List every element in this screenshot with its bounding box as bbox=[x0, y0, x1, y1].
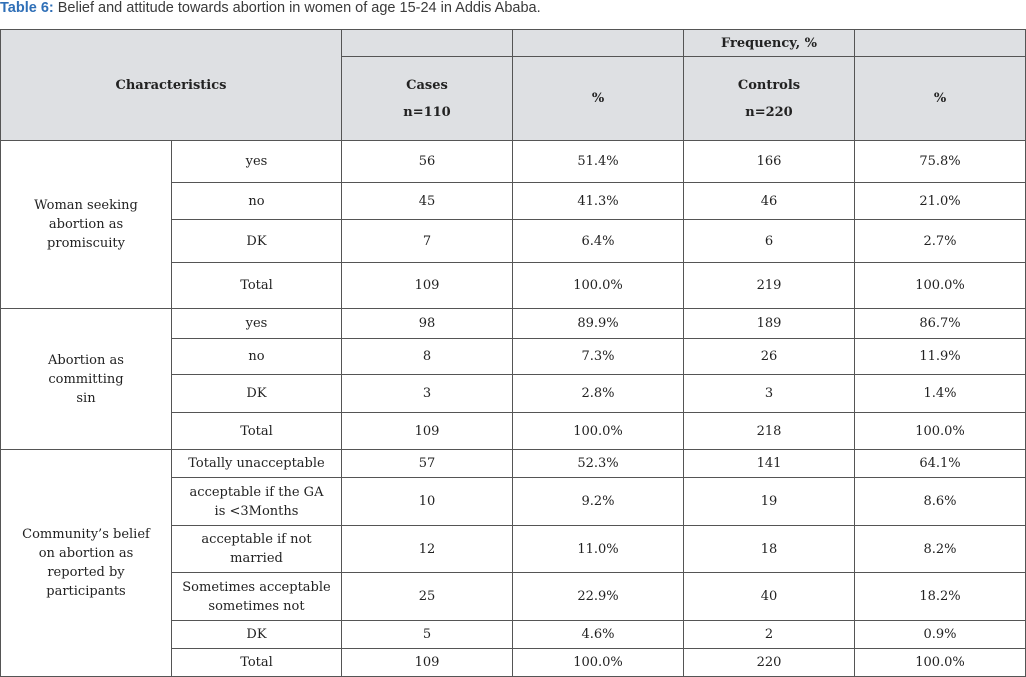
controls-value: 166 bbox=[684, 141, 855, 183]
table-row bbox=[1, 141, 1026, 183]
row-label: acceptable if not married bbox=[172, 526, 342, 573]
header-row-top bbox=[1, 30, 1026, 57]
caption-text: Belief and attitude towards abortion in women of age 15-24 in Addis Ababa. bbox=[53, 0, 541, 16]
cases-value: 5 bbox=[342, 621, 513, 649]
row-label: Totally unacceptable bbox=[172, 450, 342, 478]
cases-pct-value: 9.2% bbox=[513, 478, 684, 526]
cases-value: 56 bbox=[342, 141, 513, 183]
controls-pct-value: 1.4% bbox=[855, 375, 1026, 413]
row-label: yes bbox=[172, 141, 342, 183]
controls-pct-value: 8.6% bbox=[855, 478, 1026, 526]
cases-value: 25 bbox=[342, 573, 513, 621]
cases-pct-value: 41.3% bbox=[513, 183, 684, 220]
controls-header bbox=[684, 57, 855, 141]
cases-value: 109 bbox=[342, 649, 513, 677]
cases-pct-value: 11.0% bbox=[513, 526, 684, 573]
cases-pct-value: 2.8% bbox=[513, 375, 684, 413]
controls-value: 2 bbox=[684, 621, 855, 649]
characteristics-header: Characteristics bbox=[1, 30, 342, 141]
cases-value: 109 bbox=[342, 413, 513, 450]
cases-pct-value: 7.3% bbox=[513, 339, 684, 375]
controls-pct-value: 18.2% bbox=[855, 573, 1026, 621]
cases-pct-value: 100.0% bbox=[513, 413, 684, 450]
row-label: no bbox=[172, 339, 342, 375]
controls-pct-value: 100.0% bbox=[855, 263, 1026, 309]
controls-label: Controls bbox=[737, 77, 801, 93]
cases-value: 98 bbox=[342, 309, 513, 339]
controls-pct-header: % bbox=[855, 57, 1026, 141]
controls-value: 220 bbox=[684, 649, 855, 677]
cases-value: 12 bbox=[342, 526, 513, 573]
cases-pct-value: 22.9% bbox=[513, 573, 684, 621]
cases-pct-value: 100.0% bbox=[513, 649, 684, 677]
group-title: Woman seeking abortion as promiscuity bbox=[1, 141, 172, 309]
controls-pct-value: 11.9% bbox=[855, 339, 1026, 375]
belief-table bbox=[0, 29, 1026, 677]
cases-pct-value: 89.9% bbox=[513, 309, 684, 339]
controls-value: 19 bbox=[684, 478, 855, 526]
row-label: DK bbox=[172, 375, 342, 413]
cases-header bbox=[342, 57, 513, 141]
row-label: Total bbox=[172, 413, 342, 450]
controls-pct-value: 0.9% bbox=[855, 621, 1026, 649]
row-label: yes bbox=[172, 309, 342, 339]
controls-value: 189 bbox=[684, 309, 855, 339]
controls-pct-value: 2.7% bbox=[855, 220, 1026, 263]
controls-value: 26 bbox=[684, 339, 855, 375]
cases-value: 45 bbox=[342, 183, 513, 220]
row-label: Sometimes acceptable sometimes not bbox=[172, 573, 342, 621]
header-empty-cell bbox=[513, 30, 684, 57]
cases-label: Cases bbox=[406, 77, 448, 93]
row-label: Total bbox=[172, 649, 342, 677]
cases-pct-value: 52.3% bbox=[513, 450, 684, 478]
controls-pct-value: 64.1% bbox=[855, 450, 1026, 478]
controls-value: 218 bbox=[684, 413, 855, 450]
cases-value: 10 bbox=[342, 478, 513, 526]
controls-value: 46 bbox=[684, 183, 855, 220]
controls-value: 219 bbox=[684, 263, 855, 309]
cases-pct-value: 6.4% bbox=[513, 220, 684, 263]
header-empty-cell bbox=[342, 30, 513, 57]
cases-value: 57 bbox=[342, 450, 513, 478]
row-label: DK bbox=[172, 621, 342, 649]
row-label: acceptable if the GA is <3Months bbox=[172, 478, 342, 526]
table-row bbox=[1, 309, 1026, 339]
group-title: Abortion as committing sin bbox=[1, 309, 172, 450]
controls-pct-value: 86.7% bbox=[855, 309, 1026, 339]
controls-pct-value: 8.2% bbox=[855, 526, 1026, 573]
cases-n: n=110 bbox=[403, 104, 451, 120]
controls-value: 6 bbox=[684, 220, 855, 263]
cases-value: 3 bbox=[342, 375, 513, 413]
row-label: DK bbox=[172, 220, 342, 263]
row-label: no bbox=[172, 183, 342, 220]
row-label: Total bbox=[172, 263, 342, 309]
controls-pct-value: 100.0% bbox=[855, 413, 1026, 450]
controls-value: 3 bbox=[684, 375, 855, 413]
table-caption bbox=[0, 0, 541, 18]
controls-value: 40 bbox=[684, 573, 855, 621]
controls-pct-value: 21.0% bbox=[855, 183, 1026, 220]
cases-pct-value: 51.4% bbox=[513, 141, 684, 183]
cases-pct-header: % bbox=[513, 57, 684, 141]
controls-pct-value: 100.0% bbox=[855, 649, 1026, 677]
controls-value: 141 bbox=[684, 450, 855, 478]
header-empty-cell bbox=[855, 30, 1026, 57]
cases-value: 109 bbox=[342, 263, 513, 309]
cases-value: 7 bbox=[342, 220, 513, 263]
caption-label: Table 6: bbox=[0, 0, 54, 16]
table-row bbox=[1, 450, 1026, 478]
controls-pct-value: 75.8% bbox=[855, 141, 1026, 183]
controls-value: 18 bbox=[684, 526, 855, 573]
frequency-header: Frequency, % bbox=[684, 30, 855, 57]
cases-pct-value: 100.0% bbox=[513, 263, 684, 309]
group-title: Community’s belief on abortion as reported by participants bbox=[1, 450, 172, 677]
cases-pct-value: 4.6% bbox=[513, 621, 684, 649]
controls-n: n=220 bbox=[745, 104, 793, 120]
cases-value: 8 bbox=[342, 339, 513, 375]
